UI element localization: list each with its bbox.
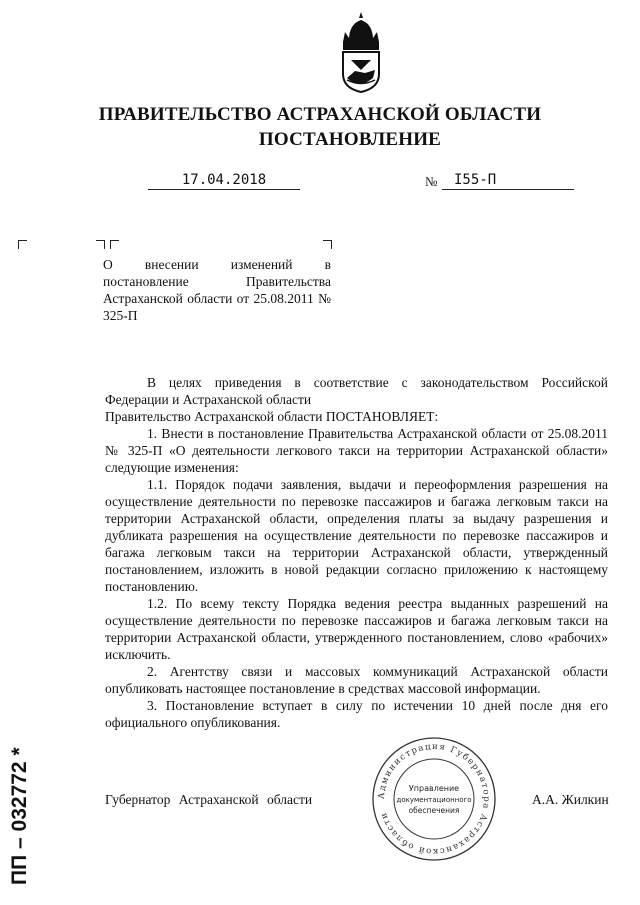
resolution-paragraph: Правительство Астраханской области ПОСТАНОВЛЯЕТ: [105,409,439,424]
clause-2: 2. Агентству связи и массовых коммуникаций Астраханской области опубликовать настоящее постановление в средствах массовой информации. [105,664,608,696]
bracket-top-right [323,240,332,249]
stamp-line-3: обеспечения [408,806,460,815]
bracket-top-left-inner [110,240,119,249]
stamp-line-2: документационного [396,796,472,804]
side-code-text: ПП – 032772 * [8,747,31,885]
bracket-top-left [18,240,27,249]
signatory-name: А.А. Жилкин [532,792,609,807]
clause-1: 1. Внести в постановление Правительства Астраханской области от 25.08.2011 № 325-П «О деятельности легкового такси на территории Астраханской области» следующие изменения: [105,426,608,475]
clause-1-1: 1.1. Порядок подачи заявления, выдачи и переоформления разрешения на осуществление деятельности по перевозке пассажиров и багажа легковым такси на территории Астраханской области, определения платы за выдачу разрешения и дубликата разрешения на осуществление деятельности по перевозке пассажиров и багажа легковым такси на территории Астраханской области, утвержденный постановлением, изложить в новой редакции согласно приложению к настоящему постановлению. [105,477,608,594]
signatory-position: Губернатор Астраханской области [105,792,313,807]
organization-title: ПРАВИТЕЛЬСТВО АСТРАХАНСКОЙ ОБЛАСТИ [98,104,542,125]
side-registration-code [4,705,34,887]
stamp-line-1: Управление [408,784,460,793]
document-type-title: ПОСТАНОВЛЕНИЕ [258,129,442,150]
official-stamp [370,735,498,863]
number-sign: № [425,174,438,189]
clause-1-2: 1.2. По всему тексту Порядка ведения реестра выданных разрешений на осуществление деятельности по перевозке пассажиров и багажа легковым такси на территории Астраханской области, утвержденного постановлением, слово «рабочих» исключить. [105,596,608,662]
document-body [105,374,608,731]
stamp-ring-text: Администрация Губернатора Астраханской области [376,741,492,857]
document-date: 17.04.2018 [148,172,300,190]
document-number: I55-П [442,172,574,190]
preamble-paragraph: В целях приведения в соответствие с законодательством Российской Федерации и Астраханской области [105,375,608,407]
clause-3: 3. Постановление вступает в силу по истечении 10 дней после дня его официального опубликования. [105,698,608,730]
document-subject: О внесении изменений в постановление Правительства Астраханской области от 25.08.2011 № 325-П [103,257,331,323]
bracket-top-right-inner [96,240,105,249]
coat-of-arms-icon [335,10,387,94]
